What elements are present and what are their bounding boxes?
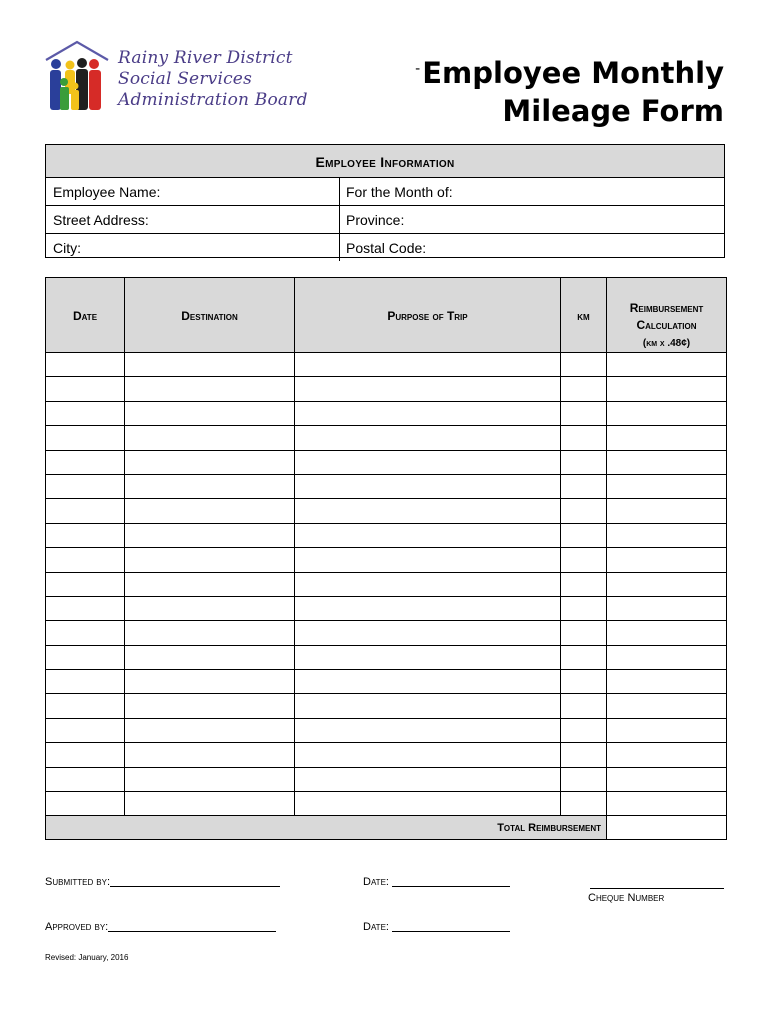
org-name-line-3: Administration Board [118,90,308,110]
month-field[interactable]: For the Month of: [346,184,453,200]
destination-cell[interactable] [125,426,295,450]
info-row [46,234,724,261]
table-row [46,645,727,669]
table-row [46,548,727,572]
purpose-cell[interactable] [295,377,561,401]
reimbursement-cell[interactable] [607,670,727,694]
reimbursement-cell[interactable] [607,743,727,767]
km-cell[interactable] [561,743,607,767]
date-cell[interactable] [46,450,125,474]
destination-cell[interactable] [125,767,295,791]
km-cell[interactable] [561,645,607,669]
reimbursement-cell[interactable] [607,718,727,742]
employee-info-heading: Employee Information [46,145,724,178]
date-cell[interactable] [46,548,125,572]
reimbursement-cell[interactable] [607,694,727,718]
city-field[interactable]: City: [46,234,340,261]
title-line-1: Employee Monthly [422,56,724,90]
reimbursement-header-rate: (km x .48¢) [642,338,691,349]
table-row [46,377,727,401]
reimbursement-cell[interactable] [607,426,727,450]
destination-cell[interactable] [125,621,295,645]
approved-date-label: Date: [363,921,389,933]
approved-by-label: Approved by: [45,921,109,933]
km-cell[interactable] [561,670,607,694]
purpose-cell[interactable] [295,426,561,450]
reimbursement-cell[interactable] [607,401,727,425]
table-row [46,450,727,474]
approved-date-line[interactable] [392,931,510,932]
km-cell[interactable] [561,450,607,474]
table-header-row [46,278,727,353]
reimbursement-cell[interactable] [607,353,727,377]
reimbursement-header-line-2: Calculation [636,318,697,332]
date-cell[interactable] [46,499,125,523]
destination-cell[interactable] [125,572,295,596]
mileage-log-table [45,277,727,840]
submitted-date-label: Date: [363,876,389,888]
km-cell[interactable] [561,767,607,791]
table-row [46,353,727,377]
reimbursement-cell[interactable] [607,450,727,474]
km-cell[interactable] [561,548,607,572]
table-row [46,572,727,596]
employee-info-section [45,144,725,258]
date-cell[interactable] [46,645,125,669]
destination-cell[interactable] [125,523,295,547]
reimbursement-header-line-1: Reimbursement [629,301,704,315]
submitted-date-field[interactable] [363,876,510,888]
revision-date: Revised: January, 2016 [45,953,129,962]
purpose-cell[interactable] [295,792,561,816]
date-cell[interactable] [46,426,125,450]
km-cell[interactable] [561,401,607,425]
date-cell[interactable] [46,377,125,401]
purpose-cell[interactable] [295,523,561,547]
table-row [46,474,727,498]
purpose-cell[interactable] [295,645,561,669]
organization-logo [44,38,110,114]
reimbursement-cell[interactable] [607,572,727,596]
km-cell[interactable] [561,718,607,742]
date-cell[interactable] [46,596,125,620]
km-column-header: km [561,278,607,353]
submitted-by-label: Submitted by: [45,876,111,888]
date-cell[interactable] [46,523,125,547]
date-cell[interactable] [46,694,125,718]
date-cell[interactable] [46,718,125,742]
destination-cell[interactable] [125,377,295,401]
km-cell[interactable] [561,523,607,547]
destination-cell[interactable] [125,792,295,816]
title-dash: - [415,61,421,77]
destination-cell[interactable] [125,548,295,572]
destination-cell[interactable] [125,401,295,425]
date-cell[interactable] [46,767,125,791]
table-row [46,743,727,767]
org-name-line-1: Rainy River District [118,48,293,68]
reimbursement-cell[interactable] [607,499,727,523]
reimbursement-cell[interactable] [607,377,727,401]
table-row [46,401,727,425]
km-cell[interactable] [561,621,607,645]
organization-name [118,48,338,111]
approved-date-field[interactable] [363,921,510,933]
km-cell[interactable] [561,353,607,377]
purpose-cell[interactable] [295,548,561,572]
destination-cell[interactable] [125,670,295,694]
info-row [46,206,724,234]
destination-cell[interactable] [125,718,295,742]
table-row [46,426,727,450]
purpose-cell[interactable] [295,767,561,791]
table-row [46,670,727,694]
cheque-number-label: Cheque Number [588,892,665,904]
cheque-number-line[interactable] [590,888,724,889]
destination-cell[interactable] [125,694,295,718]
street-address-field[interactable]: Street Address: [46,206,340,233]
total-row [46,816,727,840]
purpose-cell[interactable] [295,401,561,425]
table-row [46,523,727,547]
submitted-date-line[interactable] [392,886,510,887]
purpose-cell[interactable] [295,572,561,596]
reimbursement-cell[interactable] [607,645,727,669]
purpose-cell[interactable] [295,670,561,694]
date-cell[interactable] [46,743,125,767]
purpose-cell[interactable] [295,450,561,474]
purpose-cell[interactable] [295,596,561,620]
table-row [46,621,727,645]
info-row [46,178,724,206]
km-cell[interactable] [561,499,607,523]
form-title [415,50,724,130]
date-cell[interactable] [46,572,125,596]
destination-column-header: Destination [125,278,295,353]
km-cell[interactable] [561,596,607,620]
km-cell[interactable] [561,572,607,596]
reimbursement-cell[interactable] [607,523,727,547]
reimbursement-cell[interactable] [607,621,727,645]
destination-cell[interactable] [125,743,295,767]
table-row [46,718,727,742]
reimbursement-column-header [607,278,727,353]
km-cell[interactable] [561,426,607,450]
purpose-cell[interactable] [295,718,561,742]
destination-cell[interactable] [125,645,295,669]
reimbursement-cell[interactable] [607,792,727,816]
date-cell[interactable] [46,401,125,425]
postal-code-field[interactable]: Postal Code: [346,240,427,256]
reimbursement-cell[interactable] [607,548,727,572]
destination-cell[interactable] [125,596,295,620]
km-cell[interactable] [561,474,607,498]
table-row [46,767,727,791]
table-row [46,499,727,523]
destination-cell[interactable] [125,474,295,498]
submitted-by-field[interactable] [45,876,280,888]
purpose-cell[interactable] [295,499,561,523]
province-field[interactable]: Province: [346,212,405,228]
employee-name-field[interactable]: Employee Name: [46,178,340,205]
purpose-column-header: Purpose of Trip [295,278,561,353]
table-row [46,694,727,718]
purpose-cell[interactable] [295,621,561,645]
reimbursement-cell[interactable] [607,767,727,791]
km-cell[interactable] [561,377,607,401]
reimbursement-cell[interactable] [607,596,727,620]
km-cell[interactable] [561,694,607,718]
total-reimbursement-cell[interactable] [607,816,727,840]
approved-by-line[interactable] [108,931,276,932]
date-cell[interactable] [46,474,125,498]
purpose-cell[interactable] [295,694,561,718]
org-name-line-2: Social Services [118,69,252,89]
reimbursement-cell[interactable] [607,474,727,498]
date-cell[interactable] [46,670,125,694]
date-cell[interactable] [46,621,125,645]
purpose-cell[interactable] [295,743,561,767]
destination-cell[interactable] [125,353,295,377]
date-cell[interactable] [46,792,125,816]
purpose-cell[interactable] [295,474,561,498]
purpose-cell[interactable] [295,353,561,377]
table-row [46,792,727,816]
km-cell[interactable] [561,792,607,816]
total-reimbursement-label: Total Reimbursement [46,816,607,840]
approved-by-field[interactable] [45,921,276,933]
destination-cell[interactable] [125,450,295,474]
title-line-2: Mileage Form [502,94,724,128]
table-row [46,596,727,620]
destination-cell[interactable] [125,499,295,523]
submitted-by-line[interactable] [110,886,280,887]
date-column-header: Date [46,278,125,353]
date-cell[interactable] [46,353,125,377]
mileage-log-body [46,353,727,816]
